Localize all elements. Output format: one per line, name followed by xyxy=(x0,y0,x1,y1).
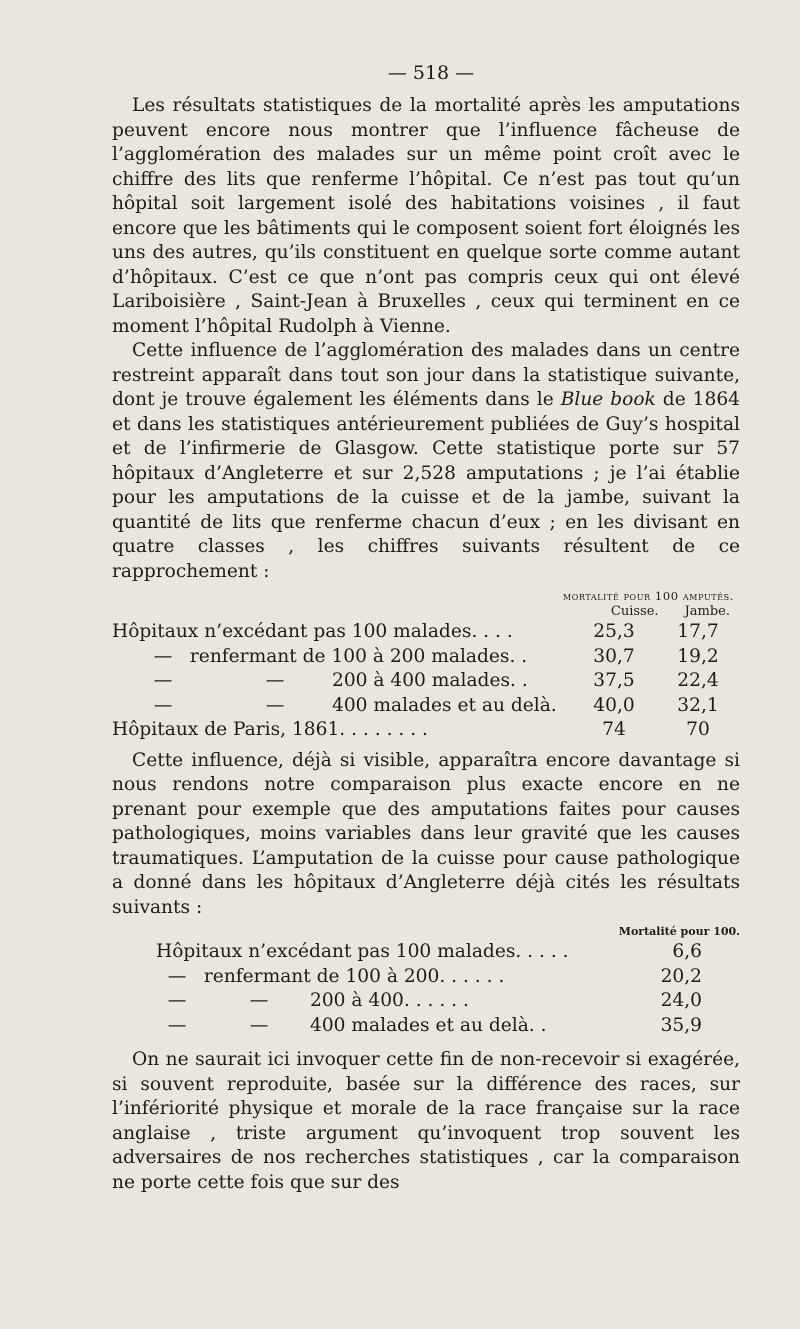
row-label: 400 malades et au delà. . xyxy=(310,1014,547,1036)
row-label-cell xyxy=(112,989,647,1014)
table-row xyxy=(112,1014,740,1039)
ditto-dash: — xyxy=(153,670,173,691)
column-header-cuisse: Cuisse. xyxy=(610,604,659,619)
table-row xyxy=(112,620,740,645)
row-label: Hôpitaux n’excédant pas 100 malades. . . . . xyxy=(156,941,569,962)
row-label-cell xyxy=(112,965,647,990)
cell-mortality: 24,0 xyxy=(660,990,702,1011)
cell-mortality: 6,6 xyxy=(672,941,702,962)
paragraph-text-end: de 1864 et dans les statistiques antérieurement publiées de Guy’s hospital et de l’infirmerie de Glasgow. Cette statistique porte sur 57 hôpitaux d’Angleterre et sur 2,528 amputations ; je l’ai établie pour les amputations de la cuisse et de la jambe, suivant la quantité de lits que renferme chacun d’eux ; en les divisant en quatre classes , les chiffres suivants résultent de ce rapprochement : xyxy=(112,389,741,582)
row-label: renfermant de 100 à 200 malades. . xyxy=(189,645,528,667)
row-label: 200 à 400. . . . . . xyxy=(310,990,469,1011)
table-row xyxy=(112,989,740,1014)
cell-mortality: 35,9 xyxy=(660,1014,702,1036)
table-row xyxy=(112,645,740,670)
cell-mortality: 20,2 xyxy=(660,965,702,987)
ditto-dash: — xyxy=(249,990,269,1011)
blue-book-title: Blue book xyxy=(560,389,656,410)
cell-jambe: 22,4 xyxy=(677,670,719,691)
row-label: 400 malades et au delà. xyxy=(332,694,557,716)
paragraph-text-start: Cette influence de l’agglomération des malades dans un centre restreint apparaît dans tout son jour dans la statistique suivante, dont je trouve également les éléments dans le xyxy=(112,340,740,410)
cell-cuisse: 37,5 xyxy=(593,670,635,691)
table-row xyxy=(112,669,740,694)
row-label: Hôpitaux de Paris, 1861. . . . . . . . xyxy=(112,719,428,740)
table-header: mortalité pour 100 amputés. xyxy=(562,589,734,603)
ditto-dash: — xyxy=(249,1014,269,1036)
table-body xyxy=(112,620,740,743)
table-header: Mortalité pour 100. xyxy=(618,925,740,938)
cell-cuisse: 74 xyxy=(602,719,626,740)
row-label-cell xyxy=(112,1014,647,1039)
row-label-cell xyxy=(112,694,572,719)
column-header-jambe: Jambe. xyxy=(684,604,730,619)
row-label-cell xyxy=(112,645,572,670)
cell-jambe: 17,7 xyxy=(677,621,719,642)
cell-cuisse: 40,0 xyxy=(593,694,635,716)
paragraph-statistics-intro xyxy=(112,339,740,584)
table-column-headers xyxy=(112,604,740,620)
thigh-amputation-table xyxy=(112,924,740,1038)
ditto-dash: — xyxy=(153,694,173,716)
page-number: — 518 — xyxy=(387,62,475,84)
ditto-dash: — xyxy=(265,670,285,691)
cell-cuisse: 25,3 xyxy=(593,621,635,642)
ditto-dash: — xyxy=(167,965,187,987)
row-label: renfermant de 100 à 200. . . . . . xyxy=(203,965,505,987)
table-row xyxy=(112,940,740,965)
row-label: 200 à 400 malades. . xyxy=(332,670,528,691)
ditto-dash: — xyxy=(265,694,285,716)
amputation-mortality-table xyxy=(112,588,740,743)
cell-jambe: 70 xyxy=(686,719,710,740)
ditto-dash: — xyxy=(167,1014,187,1036)
table-row xyxy=(112,694,740,719)
table-row xyxy=(112,718,740,743)
row-label-cell xyxy=(112,669,572,694)
table-row xyxy=(112,965,740,990)
paragraph-agglomeration: Les résultats statistiques de la mortalité après les amputations peuvent encore nous montrer que l’influence fâcheuse de l’agglomération des malades sur un même point croît avec le chiffre des lits que renferme l’hôpital. Ce n’est pas tout qu’un hôpital soit largement isolé des habitations voisines , il faut encore que les bâtiments qui le composent soient fort éloignés les uns des autres, qu’ils constituent en quelque sorte comme autant d’hôpitaux. C’est ce que n’ont pas compris ceux qui ont élevé Lariboisière , Saint-Jean à Bruxelles , ceux qui terminent en ce moment l’hôpital Rudolph à Vienne. xyxy=(112,95,740,337)
row-label: Hôpitaux n’excédant pas 100 malades. . . . xyxy=(112,621,513,642)
cell-cuisse: 30,7 xyxy=(593,645,635,667)
paragraph-pathological-causes: Cette influence, déjà si visible, apparaîtra encore davantage si nous rendons notre comparaison plus exacte encore en ne prenant pour exemple que des amputations faites pour causes pathologiques, moins variables dans leur gravité que les causes traumatiques. L’amputation de la cuisse pour cause pathologique a donné dans les hôpitaux d’Angleterre déjà cités les résultats suivants : xyxy=(112,749,740,918)
ditto-dash: — xyxy=(153,645,173,667)
cell-jambe: 32,1 xyxy=(677,694,719,716)
cell-jambe: 19,2 xyxy=(677,645,719,667)
table-body xyxy=(112,940,740,1038)
ditto-dash: — xyxy=(167,990,187,1011)
paragraph-race-argument: On ne saurait ici invoquer cette fin de non-recevoir si exagérée, si souvent reproduite, basée sur la différence des races, sur l’infériorité physique et morale de la race française sur la race anglaise , triste argument qu’invoquent trop souvent les adversaires de nos recherches statistiques , car la comparaison ne porte cette fois que sur des xyxy=(112,1049,740,1193)
